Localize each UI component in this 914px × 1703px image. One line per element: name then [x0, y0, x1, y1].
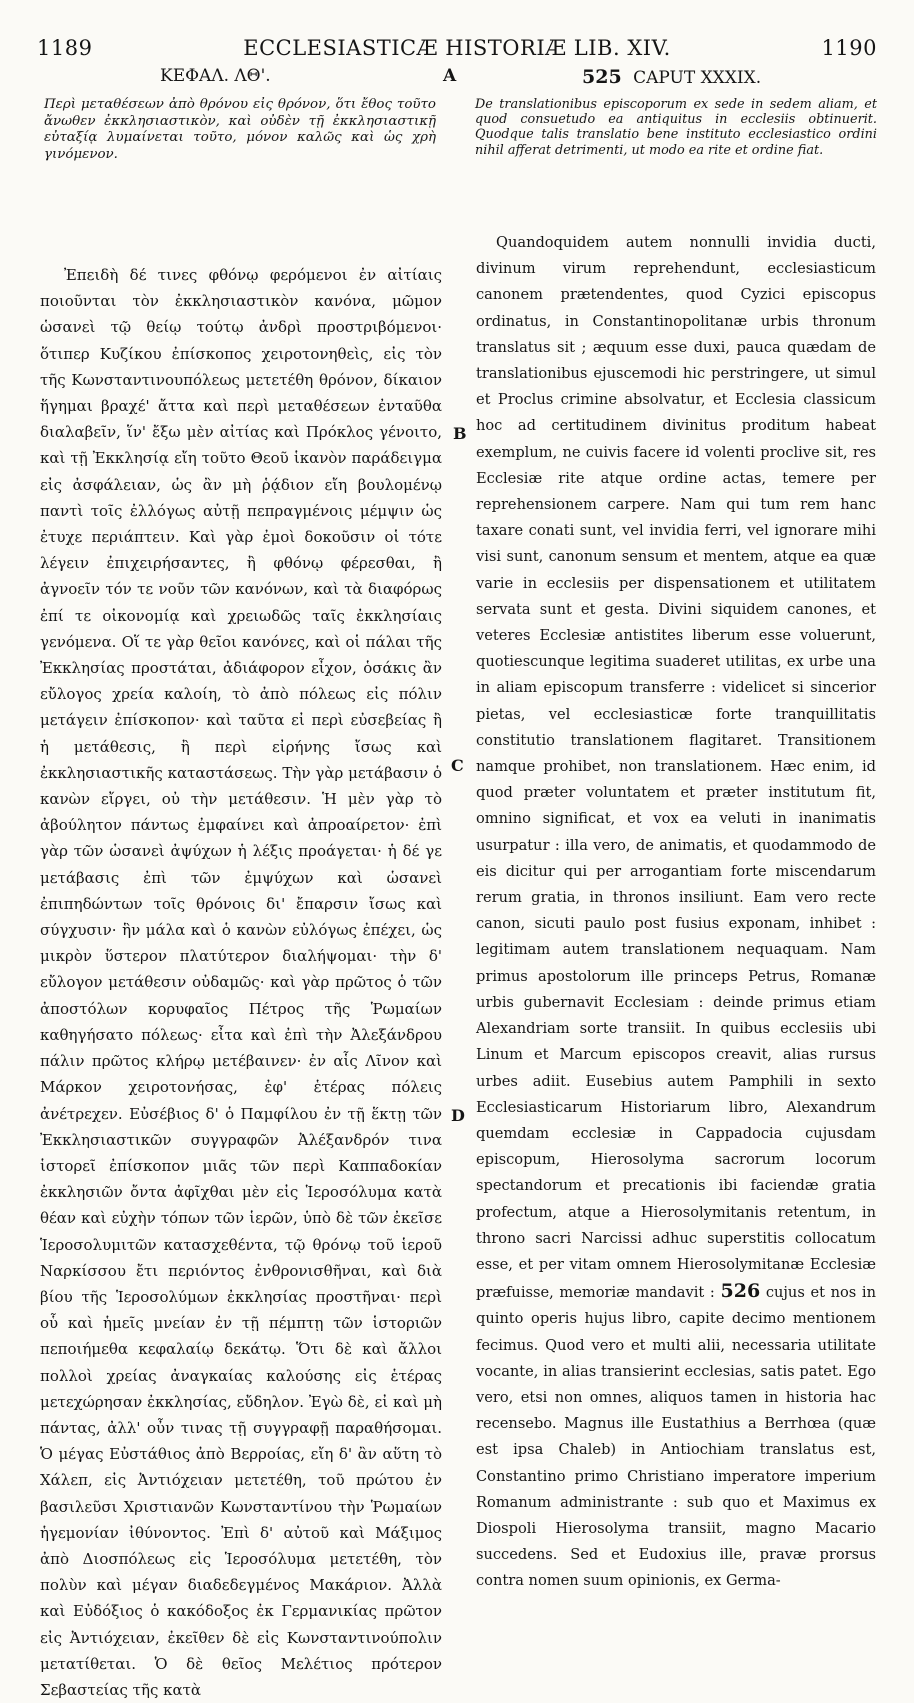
latin-chapter-summary: De translationibus episcoporum ex sede in sedem aliam, et quod consuetudo ea antiquitus in ecclesiis obtinuerit. Quodque talis translatio bene instituto ecclesiastico ordini nihil afferat detrimenti, ut modo ea rite et ordine fiat.: [475, 97, 877, 158]
latin-chapter-heading: [582, 66, 761, 88]
margin-letter-d: D: [451, 1106, 465, 1125]
greek-chapter-heading: ΚΕΦΑΛ. ΛΘ'.: [160, 66, 271, 86]
page-number-left: 1189: [37, 36, 93, 60]
latin-chapter-label: CAPUT XXXIX.: [633, 68, 762, 88]
greek-chapter-summary: Περὶ μεταθέσεων ἀπὸ θρόνου εἰς θρόνον, ὅτι ἔθος τοῦτο ἄνωθεν ἐκκλησιαστικὸν, καὶ οὐδὲν τῇ ἐκκλησιαστικῇ εὐταξίᾳ λυμαίνεται τοῦτο, μόνον καλῶς καὶ ὡς χρὴ γινόμενον.: [44, 97, 436, 162]
running-title: ECCLESIASTICÆ HISTORIÆ LIB. XIV.: [243, 36, 671, 60]
page-number-right: 1190: [821, 36, 877, 60]
margin-letter-c: C: [451, 756, 464, 775]
latin-text-part-2: cujus et nos in quinto operis hujus libro, capite decimo mentionem fecimus. Quod vero et multi alii, necessaria utilitate vocante, in alias transierint ecclesias, satis patet. Ego vero, etsi non omnes, aliquos tamen in historia hac recensebo. Magnus ille Eustathius a Berrhœa (quæ est ipsa Chaleb) in Antiochiam translatus est, Constantino primo Christiano imperatore imperium Romanum administrante : sub quo et Maximus ex Diospoli Hierosolyma transiit, magno Macario succedens. Sed et Eudoxius ille, pravæ prorsus contra nomen suum opinionis, ex Germa-: [476, 1284, 877, 1590]
latin-text-column: [476, 230, 876, 1595]
margin-letter-b: B: [453, 424, 467, 443]
latin-page-marker: 525: [582, 66, 622, 88]
latin-page-marker-526: 526: [720, 1280, 761, 1303]
margin-letter-a: A: [443, 66, 457, 86]
greek-text-column: Ἐπειδὴ δέ τινες φθόνῳ φερόμενοι ἐν αἰτίαις ποιοῦνται τὸν ἐκκλησιαστικὸν κανόνα, μῶμον ὡσανεὶ τῷ θείῳ τούτῳ ἀνδρὶ προστριβόμενοι· ὅτιπερ Κυζίκου ἐπίσκοπος χειροτονηθεὶς, εἰς τὸν τῆς Κωνσταντινουπόλεως μετετέθη θρόνον, δίκαιον ἥγημαι βραχέ' ἄττα καὶ περὶ μεταθέσεων ἐνταῦθα διαλαβεῖν, ἵν' ἔξω μὲν αἰτίας καὶ Πρόκλος γένοιτο, καὶ τῇ Ἐκκλησίᾳ εἴη τοῦτο Θεοῦ ἱκανὸν παράδειγμα εἰς ἀσφάλειαν, ὡς ἂν μὴ ῥᾴδιον εἴη βουλομένῳ παντὶ τοῖς ἐλλόγως αὐτῇ πεπραγμένοις μέμψιν ὡς ἐτυχε περιάπτειν. Καὶ γὰρ ἐμοὶ δοκοῦσιν οἱ τότε λέγειν ἐπιχειρήσαντες, ἢ φθόνῳ φέρεσθαι, ἢ ἀγνοεῖν τόν τε νοῦν τῶν κανόνων, καὶ τὰ διαφόρως ἐπί τε οἰκονομίᾳ καὶ χρειωδῶς ταῖς ἐκκλησίαις γενόμενα. Οἵ τε γὰρ θεῖοι κανόνες, καὶ οἱ πάλαι τῆς Ἐκκλησίας προστάται, ἀδιάφορον εἶχον, ὁσάκις ἂν εὔλογος χρεία καλοίη, τὸ ἀπὸ πόλεως εἰς πόλιν μετάγειν ἐπίσκοπον· καὶ ταῦτα εἰ περὶ εὐσεβείας ἢ ἡ μετάθεσις, ἢ περὶ εἰρήνης ἴσως καὶ ἐκκλησιαστικῆς καταστάσεως. Τὴν γὰρ μετάβασιν ὁ κανὼν εἴργει, οὐ τὴν μετάθεσιν. Ἡ μὲν γὰρ τὸ ἀβούλητον πάντως ἐμφαίνει καὶ ἀπροαίρετον· ἐπὶ γὰρ τῶν ὡσανεὶ ἀψύχων ἡ λέξις προάγεται· ἡ δέ γε μετάβασις ἐπὶ τῶν ἐμψύχων καὶ ὡσανεὶ ἐπιπηδώντων τοῖς θρόνοις δι' ἔπαρσιν ἴσως καὶ σύγχυσιν· ἣν μάλα καὶ ὁ κανὼν εὐλόγως ἐπέχει, ὡς μικρὸν ὕστερον πλατύτερον διαλήψομαι· τὴν δ' εὔλογον μετάθεσιν οὐδαμῶς· καὶ γὰρ πρῶτος ὁ τῶν ἀποστόλων κορυφαῖος Πέτρος τῆς Ῥωμαίων καθηγήσατο πόλεως· εἶτα καὶ ἐπὶ τὴν Ἀλεξάνδρου πάλιν πρῶτος κλήρῳ μετέβαινεν· ἐν αἷς Λῖνον καὶ Μάρκον χειροτονήσας, ἐφ' ἑτέρας πόλεις ἀνέτρεχεν. Εὐσέβιος δ' ὁ Παμφίλου ἐν τῇ ἕκτῃ τῶν Ἐκκλησιαστικῶν συγγραφῶν Ἀλέξανδρόν τινα ἱστορεῖ ἐπίσκοπον μιᾶς τῶν περὶ Καππαδοκίαν ἐκκλησιῶν ὄντα ἀφῖχθαι μὲν εἰς Ἱεροσόλυμα κατὰ θέαν καὶ εὐχὴν τόπων τῶν ἱερῶν, ὑπὸ δὲ τῶν ἐκεῖσε Ἱεροσολυμιτῶν κατασχεθέντα, τῷ θρόνῳ τοῦ ἱεροῦ Ναρκίσσου ἔτι περιόντος ἐνθρονισθῆναι, καὶ διὰ βίου τῆς Ἱεροσολύμων ἐκκλησίας προστῆναι· περὶ οὗ καὶ ἡμεῖς μνείαν ἐν τῇ πέμπτῃ τῶν ἱστοριῶν πεποιήμεθα κεφαλαίῳ δεκάτῳ. Ὅτι δὲ καὶ ἄλλοι πολλοὶ χρείας ἀναγκαίας καλούσης εἰς ἑτέρας μετεχώρησαν ἐκκλησίας, εὔδηλον. Ἐγὼ δὲ, εἰ καὶ μὴ πάντας, ἀλλ' οὖν τινας τῇ συγγραφῇ παραθήσομαι. Ὁ μέγας Εὐστάθιος ἀπὸ Βερροίας, εἴη δ' ἂν αὕτη τὸ Χάλεπ, εἰς Ἀντιόχειαν μετετέθη, τοῦ πρώτου ἐν βασιλεῦσι Χριστιανῶν Κωνσταντίνου τὴν Ῥωμαίων ἡγεμονίαν ἰθύνοντος. Ἐπὶ δ' αὐτοῦ καὶ Μάξιμος ἀπὸ Διοσπόλεως εἰς Ἱεροσόλυμα μετετέθη, τὸν πολὺν καὶ μέγαν διαδεδεγμένος Μακάριον. Ἀλλὰ καὶ Εὐδόξιος ὁ κακόδοξος ἐκ Γερμανικίας πρῶτον εἰς Ἀντιόχειαν, ἐκεῖθεν δὲ εἰς Κωνσταντινούπολιν μετατίθεται. Ὁ δὲ θεῖος Μελέτιος πρότερον Σεβαστείας τῆς κατὰ: [40, 266, 442, 1699]
latin-text-part-1: Quandoquidem autem nonnulli invidia ducti, divinum virum reprehendunt, ecclesiasticum canonem prætendentes, quod Cyzici episcopus ordinatus, in Constantinopolitanæ urbis thronum translatus sit ; æquum esse duxi, pauca quædam de translationibus ejuscemodi hic perstringere, ut simul et Proclus crimine absolvatur, et Ecclesia classicum hoc ad certitudinem divinitus proditum habeat exemplum, ne cuivis facere id volenti proclive sit, res Ecclesiæ rite atque ordine actas, temere per reprehensionem carpere. Nam qui tum rem hanc taxare conati sunt, vel invidia ferri, vel ignorare mihi visi sunt, canonum sensum et mentem, atque ea quæ varie in ecclesiis per dispensationem et utilitatem servata sunt et gesta. Divini siquidem canones, et veteres Ecclesiæ antistites liberum esse voluerunt, quotiescunque legitima suaderet utilitas, ex urbe una in aliam episcopum transferre : videlicet si sincerior pietas, vel ecclesiasticæ forte tranquillitatis constitutio translationem flagitaret. Transitionem namque prohibet, non translationem. Hæc enim, id quod præter voluntatem et præter institutum fit, omnino significat, et vox ea veluti in inanimatis usurpatur : illa vero, de animatis, et quodammodo de eis dicitur qui per arrogantiam forte miscendarum rerum gratia, in thronos insiliunt. Eam vero recte canon, sicuti paulo post fusius exponam, inhibet : legitimam autem translationem nequaquam. Nam primus apostolorum ille princeps Petrus, Romanæ urbis gubernavit Ecclesiam : deinde primus etiam Alexandriam sorte transiit. In quibus ecclesiis ubi Linum et Marcum episcopos creavit, alias rursus urbes adiit. Eusebius autem Pamphili in sexto Ecclesiasticarum Historiarum libro, Alexandrum quemdam ecclesiæ in Cappadocia cujusdam episcopum, Hierosolyma sacrorum locorum spectandorum et precationis ibi faciendæ gratia profectum, atque a Hierosolymitanis retentum, in throno sacri Narcissi adhuc superstitis collocatum esse, et per vitam omnem Hierosolymitanæ Ecclesiæ præfuisse, memoriæ mandavit :: [476, 234, 876, 1302]
